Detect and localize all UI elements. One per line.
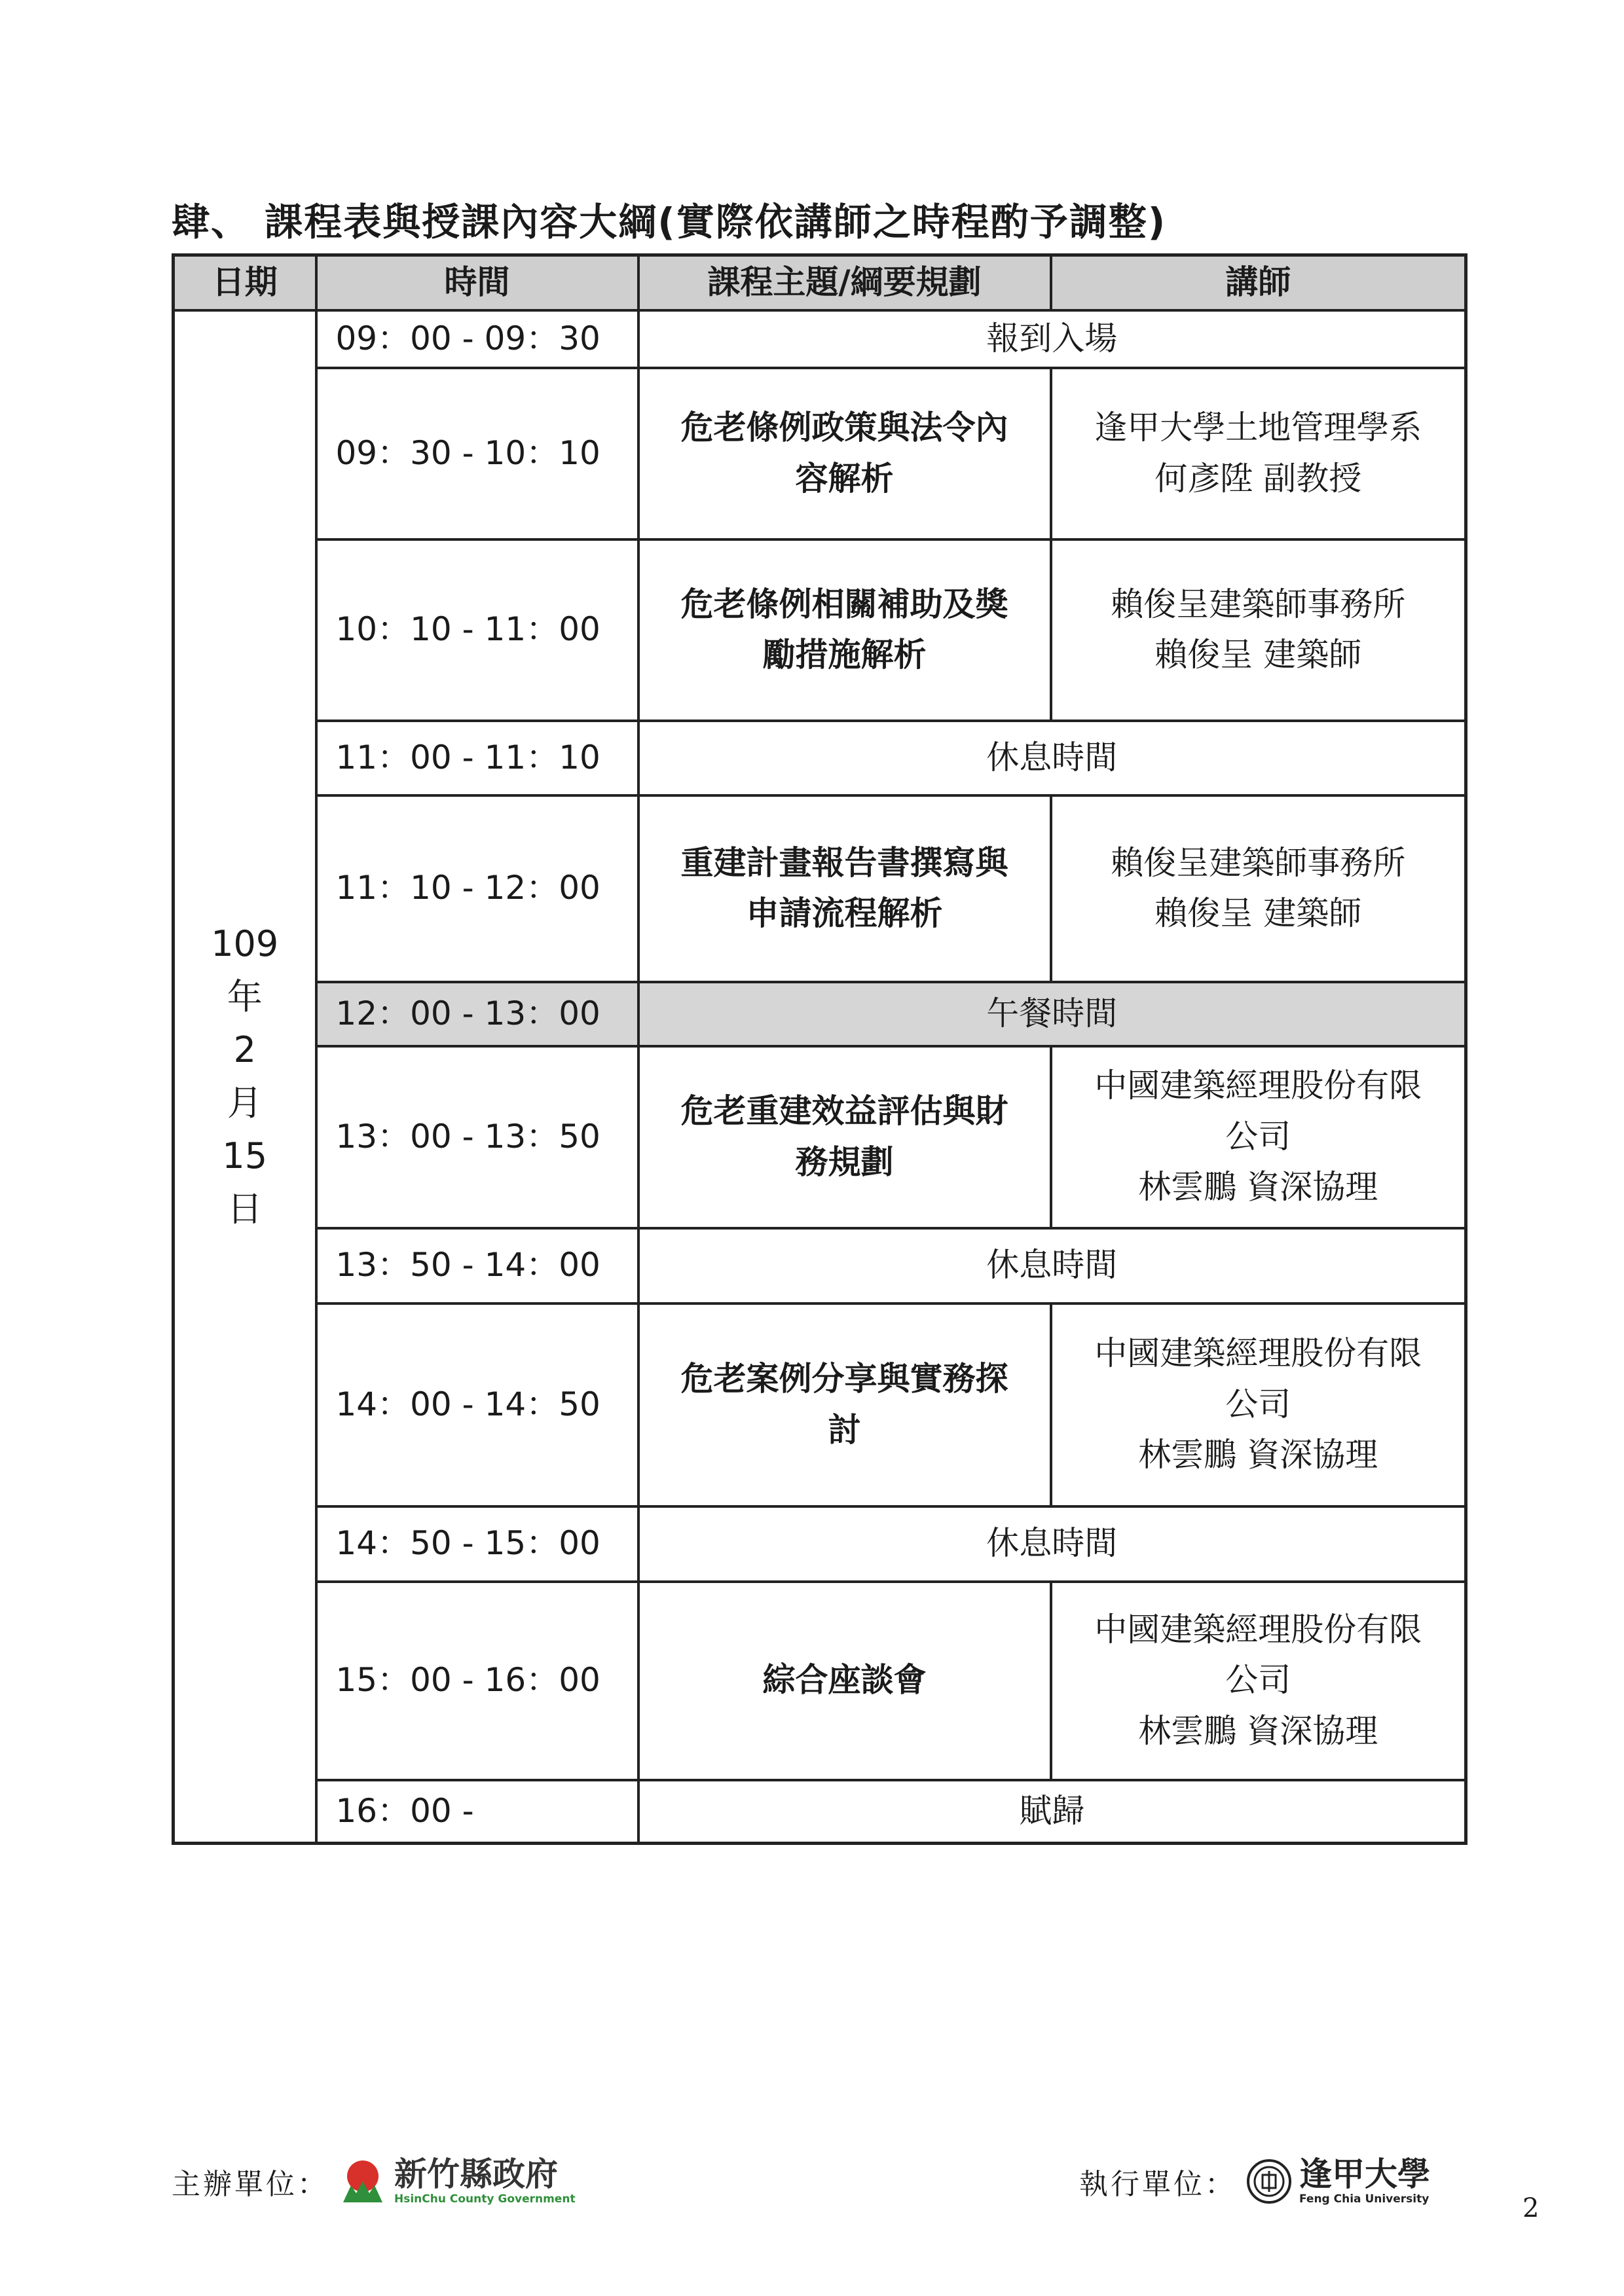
date-line: 109: [211, 923, 279, 965]
time-cell: 16：00 -: [316, 1780, 638, 1844]
hsinchu-county-logo-icon: [338, 2157, 388, 2206]
header-lecturer: 講師: [1051, 255, 1466, 310]
merged-activity-cell: 休息時間: [638, 721, 1466, 795]
feng-chia-seal-icon: [1246, 2158, 1293, 2205]
organizer-label: 主辦單位：: [172, 2168, 329, 2201]
topic-line: 重建計畫報告書撰寫與: [680, 843, 1008, 882]
lecturer-cell: [1051, 539, 1466, 721]
time-cell: 09：30 - 10：10: [316, 368, 638, 539]
time-cell: 11：10 - 12：00: [316, 795, 638, 982]
executor-logo: [1246, 2157, 1430, 2206]
executor-name-en: Feng Chia University: [1299, 2193, 1430, 2206]
lecturer-line: 中國建築經理股份有限: [1094, 1334, 1422, 1373]
merged-activity-cell: 休息時間: [638, 1506, 1466, 1582]
topic-cell: [638, 539, 1051, 721]
table-row: [174, 539, 1466, 721]
table-row: [174, 1228, 1466, 1303]
table-row: [174, 310, 1466, 368]
time-cell: 11：00 - 11：10: [316, 721, 638, 795]
time-cell: 14：00 - 14：50: [316, 1303, 638, 1506]
merged-activity-cell: 報到入場: [638, 310, 1466, 368]
lecturer-line: 賴俊呈建築師事務所: [1111, 843, 1406, 882]
time-cell: 13：50 - 14：00: [316, 1228, 638, 1303]
topic-line: 務規劃: [795, 1142, 894, 1181]
executor-name: 逢甲大學: [1299, 2155, 1430, 2194]
date-line: 2: [233, 1029, 256, 1071]
topic-line: 容解析: [795, 459, 894, 498]
organizer-name-en: HsinChu County Government: [394, 2193, 576, 2206]
time-cell: 09：00 - 09：30: [316, 310, 638, 368]
section-title: 肆、 課程表與授課內容大綱(實際依講師之時程酌予調整): [172, 200, 1167, 244]
table-row: [174, 795, 1466, 982]
time-cell: 10：10 - 11：00: [316, 539, 638, 721]
date-line: 月: [227, 1082, 263, 1124]
lecturer-cell: [1051, 795, 1466, 982]
lecturer-cell: [1051, 1046, 1466, 1228]
time-cell: 13：00 - 13：50: [316, 1046, 638, 1228]
topic-line: 危老重建效益評估與財: [680, 1092, 1008, 1130]
topic-cell: [638, 368, 1051, 539]
table-row: [174, 1506, 1466, 1582]
time-cell: 12：00 - 13：00: [316, 982, 638, 1046]
header-time: 時間: [316, 255, 638, 310]
lecturer-cell: [1051, 368, 1466, 539]
lecturer-line: 林雲鵬 資深協理: [1138, 1711, 1378, 1750]
lecturer-line: 賴俊呈 建築師: [1154, 636, 1362, 674]
page-number: 2: [1522, 2193, 1540, 2223]
lecturer-line: 賴俊呈建築師事務所: [1111, 585, 1406, 623]
lecturer-line: 中國建築經理股份有限: [1094, 1066, 1422, 1105]
lecturer-line: 公司: [1225, 1117, 1291, 1156]
schedule-table: [172, 253, 1467, 1845]
topic-cell: [638, 1582, 1051, 1780]
table-header-row: [174, 255, 1466, 310]
date-line: 15: [222, 1135, 268, 1177]
table-row: [174, 721, 1466, 795]
topic-line: 勵措施解析: [762, 636, 927, 674]
topic-line: 危老條例相關補助及獎: [680, 585, 1008, 623]
lecturer-line: 林雲鵬 資深協理: [1138, 1168, 1378, 1207]
date-cell: [174, 310, 316, 1844]
merged-activity-cell: 午餐時間: [638, 982, 1466, 1046]
date-line: 日: [227, 1188, 263, 1230]
executor-label: 執行單位：: [1079, 2168, 1236, 2201]
lecturer-line: 賴俊呈 建築師: [1154, 894, 1362, 932]
topic-line: 綜合座談會: [762, 1661, 927, 1700]
topic-cell: [638, 1046, 1051, 1228]
time-cell: 15：00 - 16：00: [316, 1582, 638, 1780]
table-row-lunch: [174, 982, 1466, 1046]
lecturer-cell: [1051, 1582, 1466, 1780]
table-row: [174, 1780, 1466, 1844]
lecturer-line: 何彥陞 副教授: [1154, 459, 1362, 498]
organizer-name: 新竹縣政府: [394, 2155, 558, 2194]
topic-line: 危老案例分享與實務探: [680, 1360, 1008, 1398]
table-row: [174, 368, 1466, 539]
topic-line: 申請流程解析: [746, 894, 943, 932]
topic-cell: [638, 1303, 1051, 1506]
lecturer-line: 林雲鵬 資深協理: [1138, 1436, 1378, 1474]
lecturer-cell: [1051, 1303, 1466, 1506]
table-row: [174, 1582, 1466, 1780]
table-row: [174, 1046, 1466, 1228]
organizer-logo: [338, 2157, 576, 2206]
organizer-block: [172, 2142, 576, 2221]
merged-activity-cell: 休息時間: [638, 1228, 1466, 1303]
lecturer-line: 公司: [1225, 1385, 1291, 1423]
time-cell: 14：50 - 15：00: [316, 1506, 638, 1582]
header-date: 日期: [174, 255, 316, 310]
header-topic: 課程主題/綱要規劃: [638, 255, 1051, 310]
topic-line: 危老條例政策與法令內: [680, 409, 1008, 446]
lecturer-line: 中國建築經理股份有限: [1094, 1610, 1422, 1649]
lecturer-line: 逢甲大學土地管理學系: [1094, 409, 1422, 446]
merged-activity-cell: 賦歸: [638, 1780, 1466, 1844]
lecturer-line: 公司: [1225, 1661, 1291, 1700]
topic-cell: [638, 795, 1051, 982]
table-row: [174, 1303, 1466, 1506]
topic-line: 討: [828, 1410, 861, 1449]
executor-block: [1079, 2142, 1430, 2221]
date-line: 年: [227, 976, 263, 1018]
